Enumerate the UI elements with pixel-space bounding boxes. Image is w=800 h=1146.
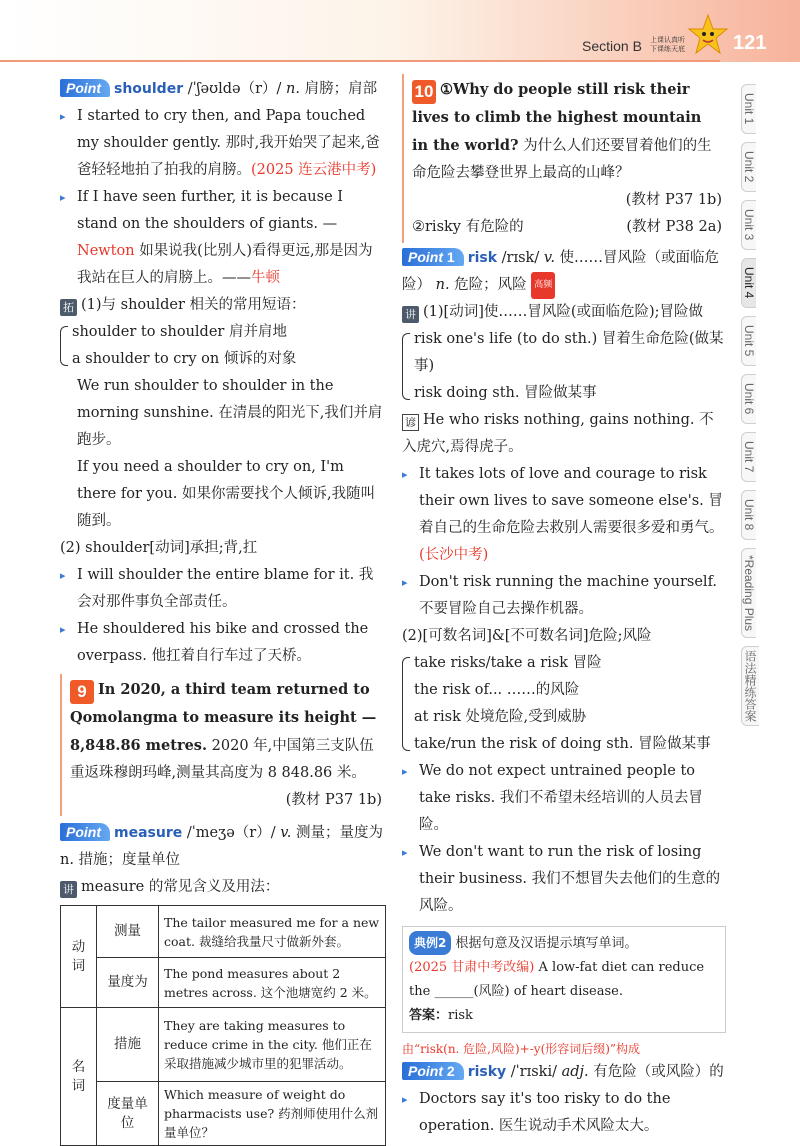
example-sentence: ▸ Doctors say it's too risky to do the operation. 医生说动手术风险太大。 [402, 1086, 726, 1140]
point-shoulder [60, 76, 386, 103]
example-sentence: ▸ I started to cry then, and Papa touched my shoulder gently. 那时,我开始哭了起来,爸爸轻轻地拍了拍我的肩膀。(2025 连云港中考) [60, 103, 386, 184]
extension-icon: 拓 [60, 299, 77, 316]
example-sentence: ▸ We do not expect untrained people to take risks. 我们不希望未经培训的人员去冒险。 [402, 758, 726, 839]
tab-unit-1[interactable]: Unit 1 [741, 84, 756, 134]
example-sentence: ▸ Don't risk running the machine yourself. 不要冒险自己去操作机器。 [402, 569, 726, 623]
usage-heading: (2) shoulder[动词]承担;背,扛 [60, 540, 258, 556]
star-mascot-icon [688, 14, 728, 56]
textbook-sentence-10: 10 ①Why do people still risk their lives to climb the highest mountain in the world? 为什么人们还要冒着他们的生命危险去攀登世界上最高的山峰？ (教材 P37 1b) ②risky 有危险的 (教材 P38 2a) [402, 74, 726, 243]
point-risk: Point 1 risk /rɪsk/ v. 使……冒风险（或面临危险） n. 危险；风险 高频 [402, 245, 726, 299]
textbook-sentence-9: 9 In 2020, a third team returned to Qomolangma to measure its height — 8,848.86 metres. 2020 年,中国第三支队伍重返珠穆朗玛峰,测量其高度为 8 848.86 米。 (教材 P37 1b) [60, 674, 386, 816]
tab-reading-plus[interactable]: *Reading Plus [741, 548, 756, 638]
left-column [60, 76, 386, 1146]
example-sentence: ▸ If I have seen further, it is because I stand on the shoulders of giants. —Newton 如果说我(比别人)看得更远,那是因为我站在巨人的肩膀上。——牛顿 [60, 184, 386, 292]
right-column [402, 74, 726, 1140]
example-tag: 典例2 [409, 931, 451, 955]
sentence-number: 10 [412, 80, 436, 104]
phonetic: /ˈʃəʊldə（r）/ [187, 81, 282, 97]
phrase-group: risk one's life (to do sth.) 冒着生命危险(做某事) risk doing sth. 冒险做某事 [402, 326, 726, 407]
example-sentence: ▸ I will shoulder the entire blame for it. 我会对那件事负全部责任。 [60, 562, 386, 616]
example-sentence: ▸ We don't want to run the risk of losing their business. 我们不想冒失去他们的生意的风险。 [402, 839, 726, 920]
explain-icon: 讲 [402, 306, 419, 323]
tab-unit-6[interactable]: Unit 6 [741, 374, 756, 424]
usage-heading: 讲 (1)[动词]使……冒风险(或面临危险);冒险做 [402, 299, 726, 326]
part-of-speech: n. [286, 81, 300, 97]
tab-unit-4[interactable]: Unit 4 [741, 258, 756, 308]
phrase-group: take risks/take a risk 冒险 the risk of... ……的风险 at risk 处境危险,受到威胁 take/run the risk of doing sth. 冒险做某事 [402, 650, 726, 758]
tab-unit-8[interactable]: Unit 8 [741, 490, 756, 540]
usage-title: 讲 measure 的常见含义及用法： [60, 874, 386, 901]
headword: shoulder [114, 81, 184, 97]
sentence-number: 9 [70, 680, 94, 704]
unit-tabs [741, 84, 777, 734]
example-sentence: ▸ It takes lots of love and courage to risk their own lives to save someone else's. 冒着自己的生命危险去救别人需要很多爱和勇气。(长沙中考) [402, 461, 726, 569]
word-formation-note: 由“risk(n. 危险,风险)+-y(形容词后缀)”构成 [402, 1042, 641, 1056]
frequency-badge: 高频 [531, 272, 555, 299]
measure-noun-def: n. 措施；度量单位 [60, 852, 181, 868]
tab-unit-5[interactable]: Unit 5 [741, 316, 756, 366]
definition: 肩膀；肩部 [304, 81, 378, 97]
proverb: 谚 He who risks nothing, gains nothing. 不入虎穴,焉得虎子。 [402, 412, 714, 455]
slogan: 上课认真听 下课练天底 [650, 36, 685, 53]
point-measure: Point measure /ˈmeʒə（r）/ v. 测量；量度为 [60, 820, 386, 847]
phrase-group: shoulder to shoulder 肩并肩地 a shoulder to cry on 倾诉的对象 [60, 319, 386, 373]
point-tag: Point [60, 79, 110, 97]
extension-title: 拓 (1)与 shoulder 相关的常用短语： [60, 292, 386, 319]
tab-unit-2[interactable]: Unit 2 [741, 142, 756, 192]
example-sentence: ▸ He shouldered his bike and crossed the overpass. 他扛着自行车过了天桥。 [60, 616, 386, 670]
tab-grammar-answers[interactable]: 语法精练答案 [741, 646, 759, 726]
header-rule [0, 60, 720, 62]
tab-unit-3[interactable]: Unit 3 [741, 200, 756, 250]
explain-icon: 讲 [60, 881, 77, 898]
point-risky: Point 2 risky /ˈrɪski/ adj. 有危险（或风险）的 [402, 1059, 726, 1086]
typical-example-box: 典例2 根据句意及汉语提示填写单词。 (2025 甘肃中考改编) A low-fat diet can reduce the ______(风险) of heart disease. 答案：risk [402, 926, 726, 1033]
section-label: Section B [582, 38, 642, 54]
page-number: 121 [733, 32, 767, 54]
example-sentence: We run shoulder to shoulder in the morning sunshine. 在清晨的阳光下,我们并肩跑步。 [77, 378, 383, 448]
answer: risk [448, 1008, 473, 1023]
measure-usage-table: 动词 测量 The tailor measured me for a new coat. 裁缝给我量尺寸做新外套。 量度为 The pond measures about 2 metres across. 这个池塘宽约 2 米。 名词 措施 They are taking measures to reduce crime in the city. 他们正在采取措施减少城市里的犯罪活动。 度量单位 Which measure of weight do pharmacists use? 药剂师使用什么剂量单位？ [60, 905, 386, 1146]
example-sentence: If you need a shoulder to cry on, I'm there for you. 如果你需要找个人倾诉,我随叫随到。 [77, 459, 376, 529]
usage-heading: (2)[可数名词]&[不可数名词]危险;风险 [402, 628, 652, 644]
tab-unit-7[interactable]: Unit 7 [741, 432, 756, 482]
proverb-icon: 谚 [402, 414, 419, 431]
